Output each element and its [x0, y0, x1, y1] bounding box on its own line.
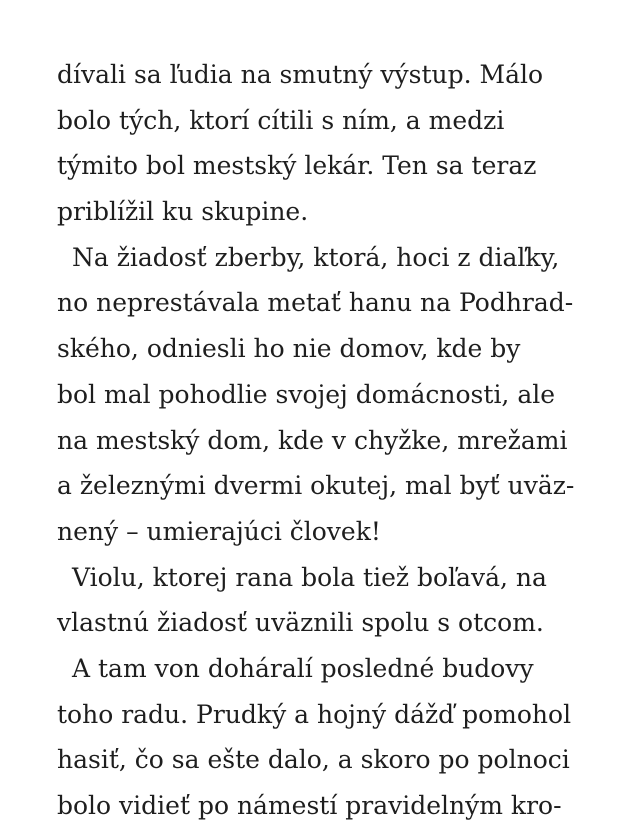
- paragraph-start-line: A tam von doháralí posledné budovy: [72, 653, 534, 683]
- text-line: na mestský dom, kde v chyžke, mrežami: [57, 425, 568, 455]
- text-line: týmito bol mestský lekár. Ten sa teraz: [57, 151, 537, 181]
- text-line: toho radu. Prudký a hojný dážď pomohol: [57, 699, 572, 729]
- text-line: bolo tých, ktorí cítili s ním, a medzi: [57, 105, 505, 135]
- text-line: priblížil ku skupine.: [57, 197, 309, 227]
- text-line: vlastnú žiadosť uväznili spolu s otcom.: [57, 608, 544, 638]
- text-line: nený – umierajúci človek!: [57, 516, 381, 546]
- text-line: bol mal pohodlie svojej domácnosti, ale: [57, 379, 556, 409]
- page-text: [57, 52, 587, 829]
- text-line: bolo vidieť po námestí pravidelným kro-: [57, 791, 562, 820]
- text-line: dívali sa ľudia na smutný výstup. Málo: [57, 60, 544, 89]
- text-line: no neprestávala metať hanu na Podhrad-: [57, 288, 574, 318]
- paragraph-start-line: Violu, ktorej rana bola tiež boľavá, na: [72, 562, 547, 592]
- text-line: hasiť, čo sa ešte dalo, a skoro po polnoci: [57, 745, 570, 775]
- text-line: ského, odniesli ho nie domov, kde by: [57, 334, 521, 364]
- paragraph-start-line: Na žiadosť zberby, ktorá, hoci z diaľky,: [72, 242, 560, 272]
- text-line: a železnými dvermi okutej, mal byť uväz-: [57, 471, 575, 501]
